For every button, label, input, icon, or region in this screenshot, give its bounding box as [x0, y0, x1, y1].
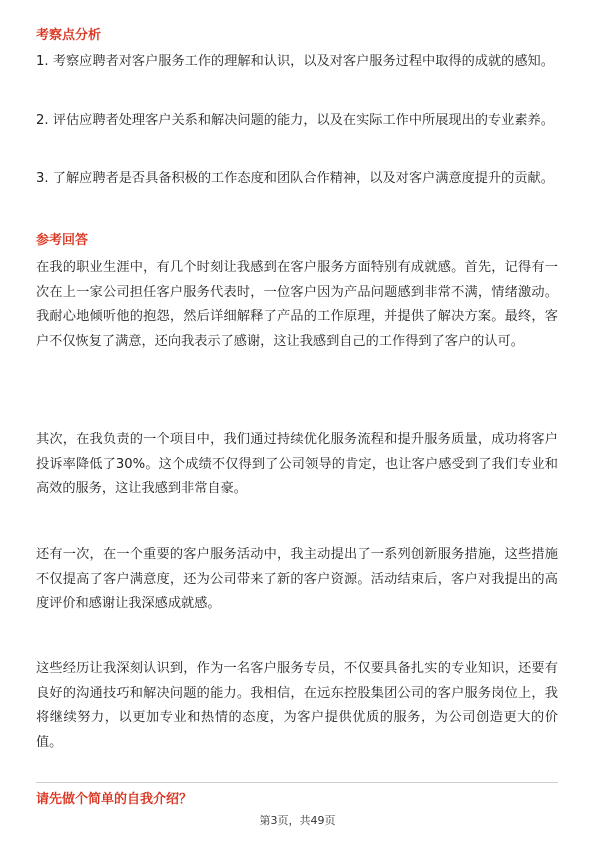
analysis-heading: 考察点分析: [36, 28, 102, 43]
analysis-item-1: 1. 考察应聘者对客户服务工作的理解和认识，以及对客户服务过程中取得的成就的感知。: [36, 54, 554, 69]
answer-paragraph-3: 还有一次，在一个重要的客户服务活动中，我主动提出了一系列创新服务措施，这些措施不仅提高了客户满意度，还为公司带来了新的客户资源。活动结束后，客户对我提出的高度评价和感谢让我深感成就感。: [36, 547, 558, 612]
section-divider: [36, 782, 558, 783]
answer-paragraph-4: 这些经历让我深刻认识到，作为一名客户服务专员，不仅要具备扎实的专业知识，还要有良好的沟通技巧和解决问题的能力。我相信，在远东控股集团公司的客户服务岗位上，我将继续努力，以更加专业和热情的态度，为客户提供优质的服务，为公司创造更大的价值。: [36, 661, 558, 750]
answer-heading: 参考回答: [36, 233, 89, 248]
answer-paragraph-2: 其次，在我负责的一个项目中，我们通过持续优化服务流程和提升服务质量，成功将客户投诉率降低了30%。这个成绩不仅得到了公司领导的肯定，也让客户感受到了我们专业和高效的服务，这让我感到非常自豪。: [36, 432, 558, 497]
page-number: 第3页，共49页: [259, 814, 336, 827]
analysis-item-2: 2. 评估应聘者处理客户关系和解决问题的能力，以及在实际工作中所展现出的专业素养。: [36, 113, 554, 128]
next-question-heading: 请先做个简单的自我介绍？: [36, 792, 193, 807]
analysis-item-3: 3. 了解应聘者是否具备积极的工作态度和团队合作精神，以及对客户满意度提升的贡献。: [36, 171, 554, 186]
answer-paragraph-1: 在我的职业生涯中，有几个时刻让我感到在客户服务方面特别有成就感。首先，记得有一次在上一家公司担任客户服务代表时，一位客户因为产品问题感到非常不满，情绪激动。我耐心地倾听他的抱怨，然后详细解释了产品的工作原理，并提供了解决方案。最终，客户不仅恢复了满意，还向我表示了感谢，这让我感到自己的工作得到了客户的认可。: [36, 260, 558, 349]
